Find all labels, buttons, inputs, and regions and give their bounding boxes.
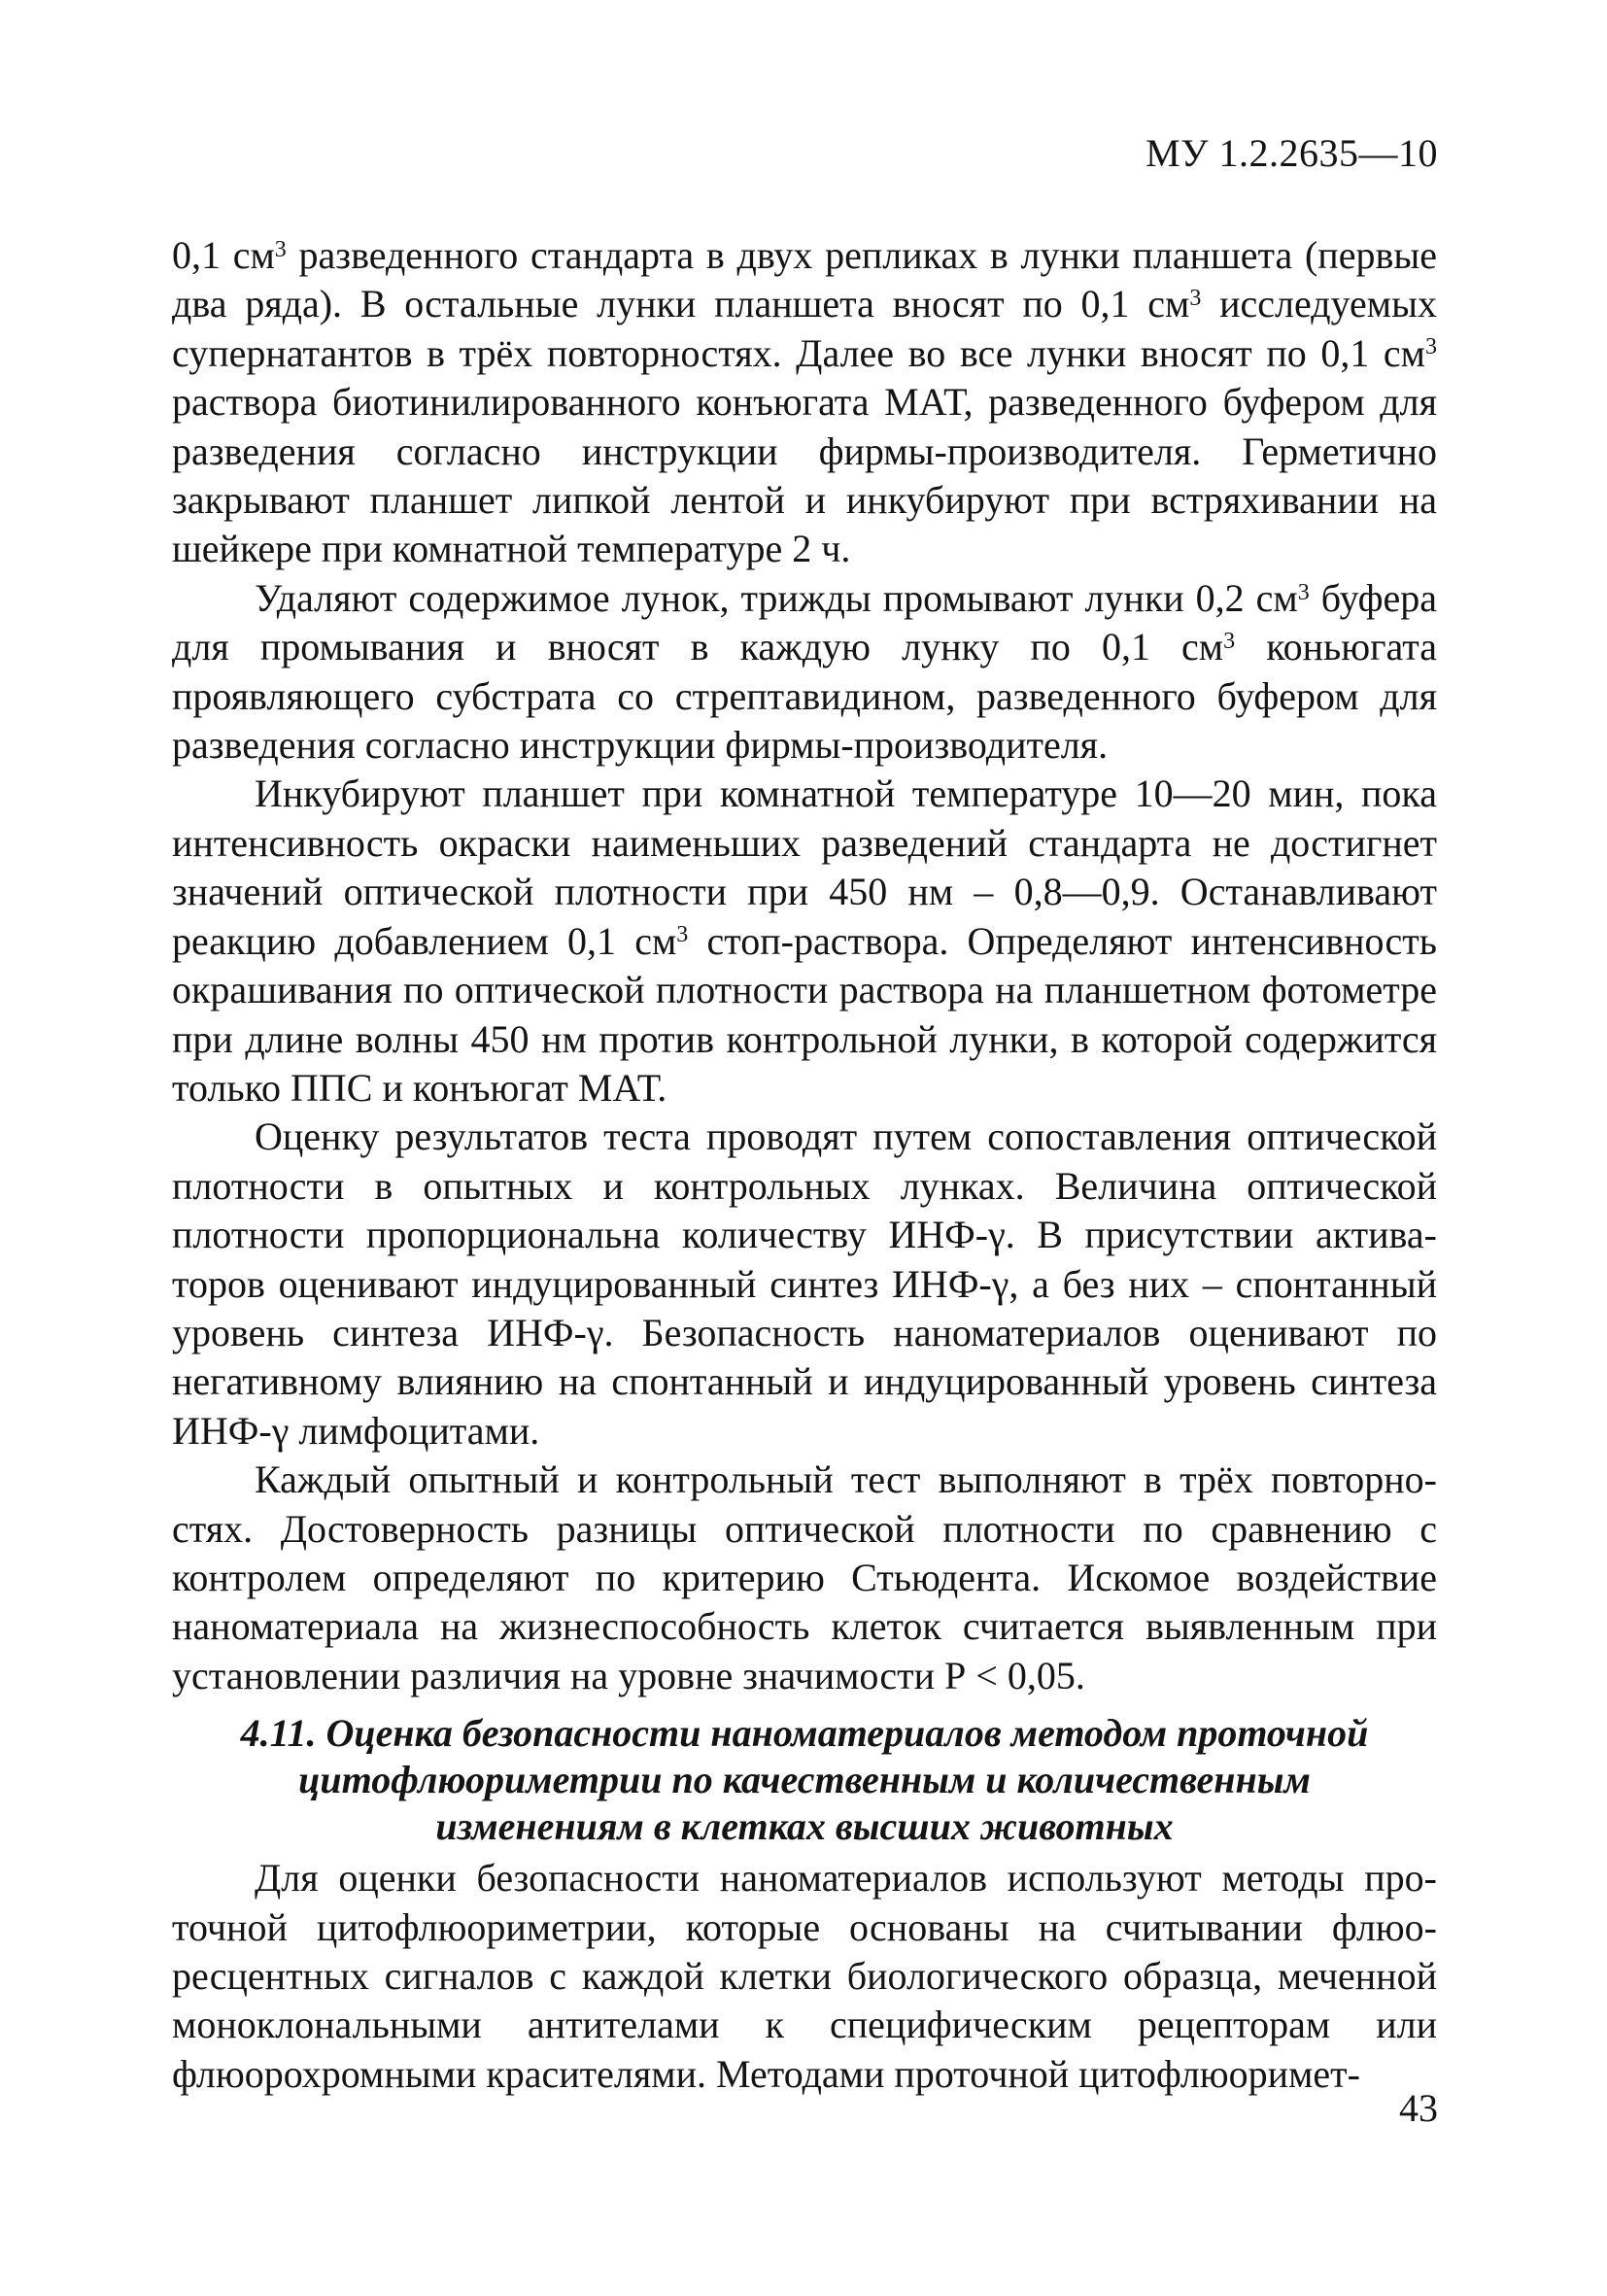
text-run: Удаляют содержимое лунок, трижды промывают лунки 0,2 см xyxy=(255,575,1298,620)
section-heading-line: цитофлюориметрии по качественным и количественным xyxy=(298,1758,1311,1802)
superscript-cubed: 3 xyxy=(1223,628,1236,654)
text-run: стоп-раствора. Определяют интенсивность окрашивания по оптической плотности раствора на планшетном фотометре при длине волны 450 нм против контрольной лунки, в которой содержится только ППС и конъюгат МАТ. xyxy=(172,918,1437,1110)
superscript-cubed: 3 xyxy=(1189,286,1202,312)
text-run: Инкубируют планшет при комнатной температуре 10—20 мин, пока интенсивность окраски наименьших разведений стандарта не достигнет значений оптической плотности при 450 нм – 0,8—0,9. Останавливают реакцию добавлением 0,1 см xyxy=(172,771,1437,963)
superscript-cubed: 3 xyxy=(1297,579,1310,605)
text-run: раствора биотинилированного конъюгата МАТ, разведенного буфером для разведения согласно инструкции фирмы-производителя. Герметично закрывают планшет липкой лентой и инкубируют при встряхивании на шейкере при комнатной температуре 2 ч. xyxy=(172,380,1437,571)
paragraph-plate-loading xyxy=(172,231,1437,574)
section-heading-line: 4.11. Оценка безопасности наноматериалов методом проточной xyxy=(240,1711,1369,1756)
body-text xyxy=(172,231,1437,2099)
paragraph-incubation xyxy=(172,770,1437,1113)
paragraph-washing xyxy=(172,574,1437,771)
text-run: коньюгата проявляющего субстрата со стрептавидином, разведенного буфером для разведения согласно инструкции фирмы-производителя. xyxy=(172,625,1438,768)
page-number: 43 xyxy=(1399,2086,1438,2130)
document-code-header: МУ 1.2.2635—10 xyxy=(1145,131,1438,175)
superscript-cubed: 3 xyxy=(274,236,287,262)
text-run: буфера для промывания и вносят в каждую лунку по 0,1 см xyxy=(172,575,1438,669)
text-run: 0,1 см xyxy=(172,233,275,277)
paragraph-statistics: Каждый опытный и контрольный тест выполняют в трёх повторностях. Достоверность разницы оптической плотности по сравнению с контролем определяют по критерию Стьюдента. Искомое воздействие наноматериала на жизнеспособность клеток считается выявленным при установлении различия на уровне значимости Р < 0,05. xyxy=(172,1457,1437,1697)
section-heading xyxy=(172,1710,1437,1850)
text-run: разведенного стандарта в двух репликах в лунки планшета (первые два ряда). В остальные лунки планшета вносят по 0,1 см xyxy=(172,233,1437,326)
superscript-cubed: 3 xyxy=(1425,334,1437,360)
text-run: исследуемых супернатантов в трёх повторностях. Далее во все лунки вносят по 0,1 см xyxy=(172,282,1437,375)
paragraph-flow-cytometry: Для оценки безопасности наноматериалов используют методы проточной цитофлюориметрии, которые основаны на считывании флюоресцентных сигналов с каждой клетки биологического образца, меченной моноклональными антителами к специфическим рецепторам или флюорохромными красителями. Методами проточной цитофлюоримет- xyxy=(172,1856,1437,2096)
superscript-cubed: 3 xyxy=(676,922,689,948)
paragraph-results-evaluation: Оценку результатов теста проводят путем сопоставления оптической плотности в опытных и контрольных лунках. Величина оптической плотности пропорциональна количеству ИНФ-γ. В присутствии активаторов оценивают индуцированный синтез ИНФ-γ, а без них – спонтанный уровень синтеза ИНФ-γ. Безопасность наноматериалов оценивают по негативному влиянию на спонтанный и индуцированный уровень синтеза ИНФ-γ лимфоцитами. xyxy=(172,1114,1437,1453)
section-heading-line: изменениям в клетках высших животных xyxy=(435,1804,1174,1849)
